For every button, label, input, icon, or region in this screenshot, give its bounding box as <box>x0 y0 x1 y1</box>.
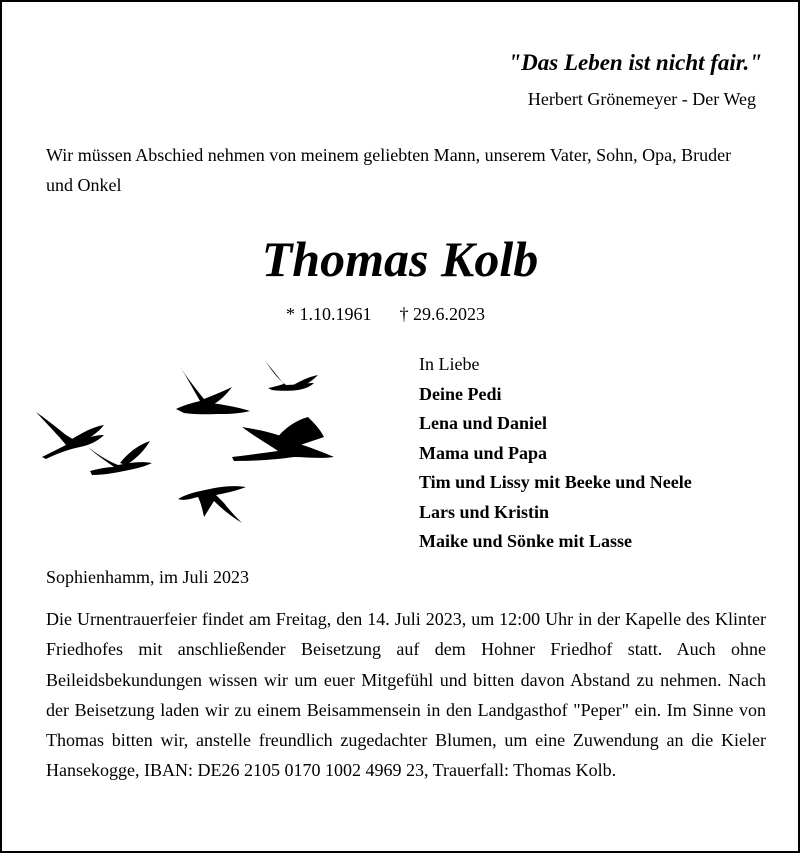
mourner-name: Lena und Daniel <box>419 413 548 433</box>
mourner-name: Tim und Lissy mit Beeke und Neele <box>419 472 692 492</box>
funeral-notice-text: Die Urnentrauerfeier findet am Freitag, den 14. Juli 2023, um 12:00 Uhr in der Kapelle des Klinter Friedhofes mit anschließender Beisetzung auf dem Hohner Friedhof statt. Auch ohne Beileidsbekundungen wissen wir um euer Mitgefühl und bitten davon Abstand zu nehmen. Nach der Beisetzung laden wir zu einem Beisammensein in den Landgasthof "Peper" ein. Im Sinne von Thomas bitten wir, anstelle freundlich zugedachter Blumen, um eine Zuwendung an die Kieler Hansekogge, IBAN: DE26 2105 0170 1002 4969 23, Trauerfall: Thomas Kolb. <box>46 609 766 781</box>
mourners-lead: In Liebe <box>419 354 480 374</box>
intro-text: Wir müssen Abschied nehmen von meinem geliebten Mann, unserem Vater, Sohn, Opa, Bruder und Onkel <box>46 145 732 195</box>
mourner-name: Deine Pedi <box>419 383 502 404</box>
death-date: † 29.6.2023 <box>399 304 485 324</box>
epigraph-source: Herbert Grönemeyer - Der Weg <box>527 89 756 109</box>
mourner-name: Maike und Sönke mit Lasse <box>419 531 633 551</box>
place-date: Sophienhamm, im Juli 2023 <box>46 567 250 587</box>
mourner-name: Mama und Papa <box>419 442 548 463</box>
mourners-list <box>419 350 692 557</box>
deceased-name: Thomas Kolb <box>261 231 539 287</box>
life-dates <box>286 304 485 325</box>
epigraph-quote: "Das Leben ist nicht fair." <box>508 50 762 75</box>
birth-date: * 1.10.1961 <box>286 304 372 324</box>
mourner-name: Lars und Kristin <box>419 501 550 522</box>
flying-cranes-icon <box>28 357 358 529</box>
